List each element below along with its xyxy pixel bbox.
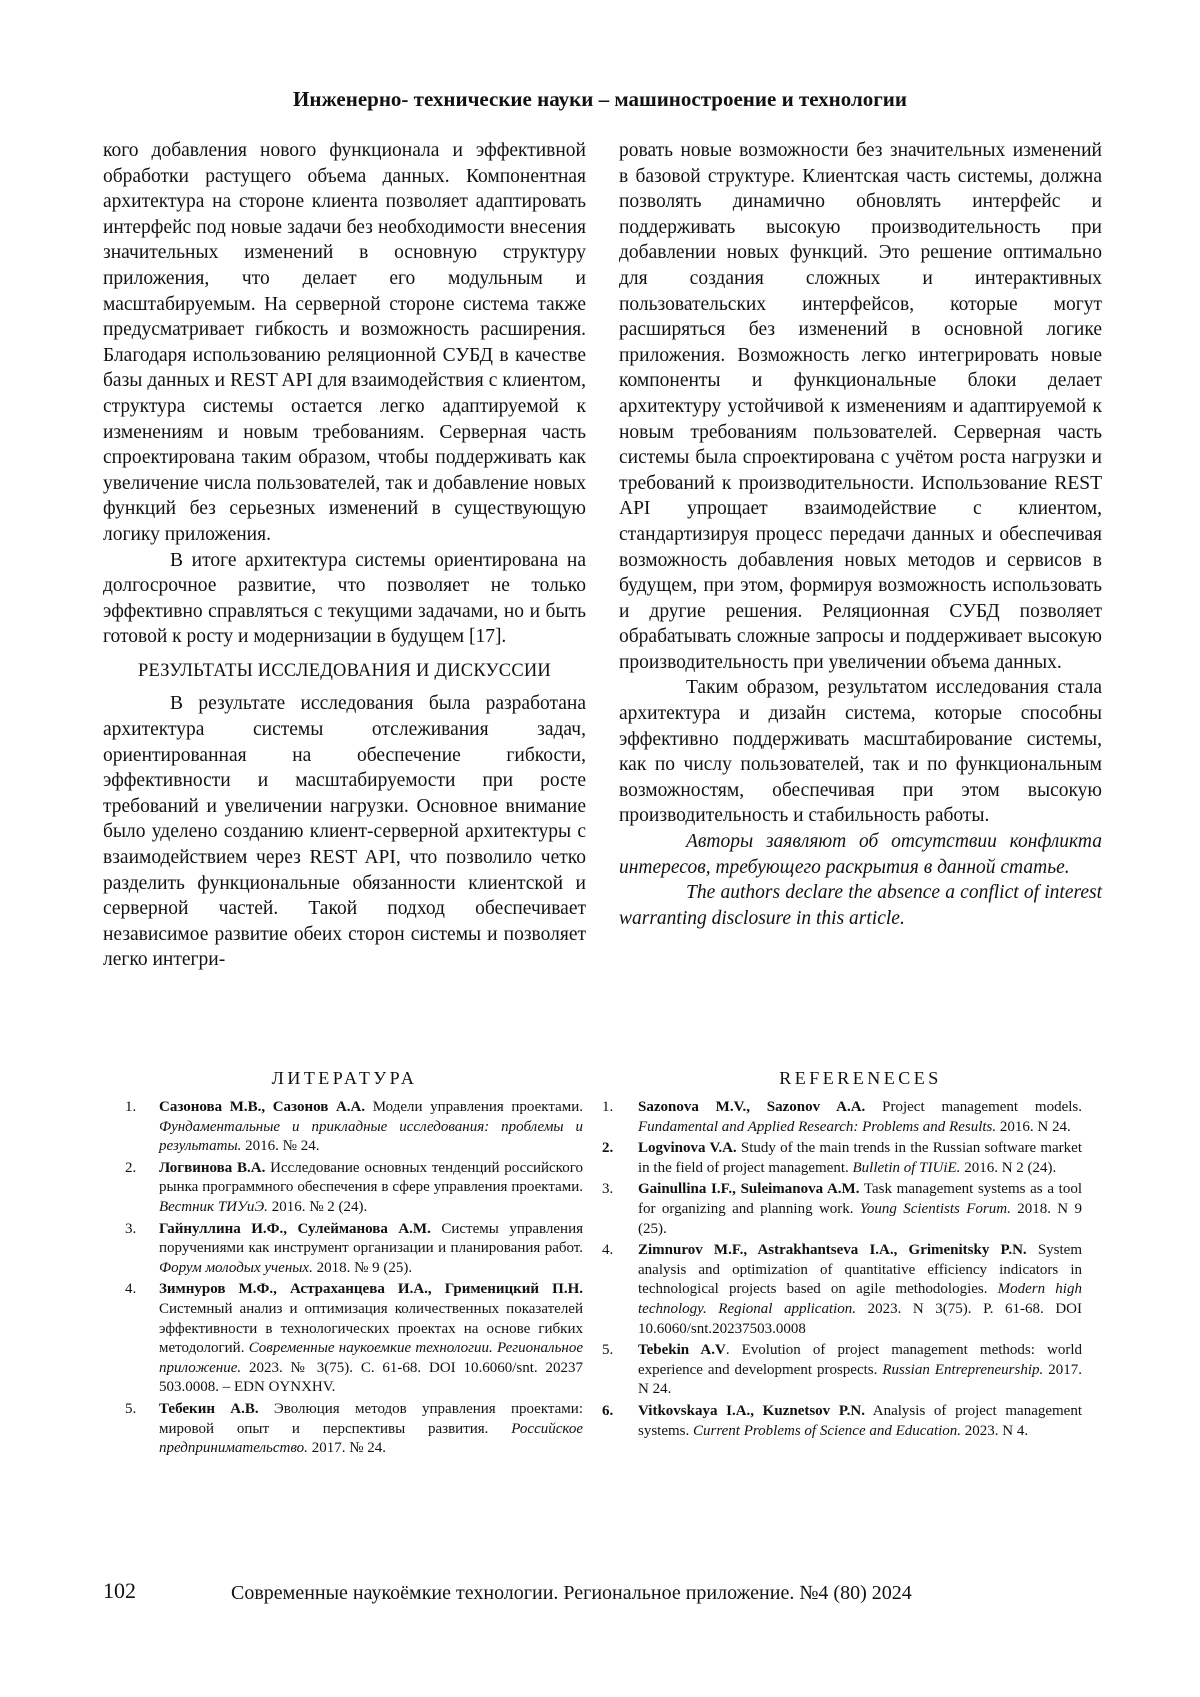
- reference-source: Fundamental and Applied Research: Problems and Results.: [638, 1118, 997, 1135]
- section-heading: РЕЗУЛЬТАТЫ ИССЛЕДОВАНИЯ И ДИСКУССИИ: [138, 660, 551, 681]
- left-column: [103, 138, 586, 973]
- reference-number: 3.: [602, 1181, 614, 1198]
- reference-authors: Logvinova V.A.: [638, 1140, 737, 1157]
- conflict-statement-en: The authors declare the absence a conflict of interest warranting disclosure in this article.: [619, 882, 1102, 929]
- references-ru-list: [103, 1098, 583, 1461]
- reference-number: 4.: [125, 1281, 137, 1298]
- reference-authors: Зимнуров М.Ф., Астраханцева И.А., Грименицкий П.Н.: [159, 1281, 583, 1298]
- reference-details: 2016. N 2 (24).: [960, 1159, 1057, 1176]
- reference-title: Analysis of project management systems.: [638, 1402, 1082, 1439]
- reference-authors: Vitkovskaya I.A., Kuznetsov P.N.: [638, 1402, 865, 1419]
- reference-authors: Сазонова М.В., Сазонов А.А.: [159, 1099, 366, 1115]
- reference-source: Young Scientists Forum.: [859, 1200, 1011, 1217]
- references-ru-heading: ЛИТЕРАТУРА: [271, 1068, 418, 1088]
- reference-item: [602, 1341, 1082, 1400]
- reference-source: Russian Entrepreneurship.: [882, 1361, 1044, 1378]
- reference-title: Project management models.: [865, 1099, 1082, 1115]
- reference-authors: Tebekin A.V: [638, 1342, 726, 1359]
- reference-authors: Gainullina I.F., Suleimanova A.M.: [638, 1181, 860, 1198]
- references-en-list: [602, 1098, 1082, 1443]
- reference-number: 4.: [602, 1242, 614, 1259]
- reference-details: 2017. N 24.: [638, 1361, 1082, 1398]
- body-paragraph: В результате исследования была разработана архитектура системы отслеживания задач, ориентированная на обеспечение гибкости, эффективности и масштабируемости при росте требований и увеличении нагрузки. Основное внимание было уделено созданию клиент-серверной архитектуры с взаимодействием через REST API, что позволило четко разделить функциональные обязанности клиентской и серверной частей. Такой подход обеспечивает независимое развитие обеих сторон системы и позволяет легко интегри-: [103, 693, 586, 971]
- body-paragraph: кого добавления нового функционала и эффективной обработки растущего объема данных. Компонентная архитектура на стороне клиента позволяет адаптировать интерфейс под новые задачи без необходимости внесения значительных изменений в основную структуру приложения, что делает его модульным и масштабируемым. На серверной стороне система также предусматривает гибкость и возможность расширения. Благодаря использованию реляционной СУБД в качестве базы данных и REST API для взаимодействия с клиентом, структура системы остается легко адаптируемой к изменениям и новым требованиям. Серверная часть спроектирована таким образом, чтобы поддерживать как увеличение числа пользователей, так и добавление новых функций без серьезных изменений в существующую логику приложения.: [103, 140, 586, 545]
- reference-item: [103, 1220, 583, 1279]
- reference-details: 2023. N 3(75). P. 61-68. DOI 10.6060/snt.20237503.0008: [638, 1300, 1082, 1337]
- reference-item: [602, 1402, 1082, 1441]
- reference-number: 3.: [125, 1220, 137, 1237]
- reference-number: 5.: [125, 1400, 137, 1417]
- reference-details: 2016. № 24.: [241, 1138, 320, 1155]
- journal-title: Современные наукоёмкие технологии. Региональное приложение. №4 (80) 2024: [231, 1582, 912, 1604]
- reference-authors: Sazonova M.V., Sazonov A.A.: [638, 1099, 866, 1115]
- right-column: [619, 138, 1102, 931]
- reference-source: Current Problems of Science and Education.: [693, 1422, 962, 1439]
- body-paragraph: В итоге архитектура системы ориентирована на долгосрочное развитие, что позволяет не только эффективно справляться с текущими задачами, но и быть готовой к росту и модернизации в будущем [17].: [103, 549, 586, 648]
- reference-item: [103, 1400, 583, 1459]
- reference-source: Bulletin of TIUiE.: [852, 1159, 961, 1176]
- reference-details: 2023. N 4.: [961, 1422, 1029, 1439]
- body-paragraph: Таким образом, результатом исследования стала архитектура и дизайн система, которые способны эффективно поддерживать масштабирование системы, как по числу пользователей, так и по функциональным возможностям, обеспечивая при этом высокую производительность и стабильность работы.: [619, 677, 1102, 827]
- reference-item: [103, 1159, 583, 1218]
- reference-number: 6.: [602, 1402, 614, 1419]
- reference-source: Вестник ТИУиЭ.: [159, 1198, 268, 1215]
- conflict-statement-ru: Авторы заявляют об отсутствии конфликта интересов, требующего раскрытия в данной статье.: [619, 831, 1102, 878]
- reference-number: 2.: [602, 1140, 614, 1157]
- running-header: Инженерно- технические науки – машиностроение и технологии: [293, 87, 907, 111]
- reference-authors: Гайнуллина И.Ф., Сулейманова А.М.: [159, 1220, 431, 1237]
- body-paragraph: ровать новые возможности без значительных изменений в базовой структуре. Клиентская часть системы, должна позволять динамично обновлять интерфейс и поддерживать высокую производительность при добавлении новых функций. Это решение оптимально для создания сложных и интерактивных пользовательских интерфейсов, которые могут расширяться без изменений в основной логике приложения. Возможность легко интегрировать новые компоненты и функциональные блоки делает архитектуру устойчивой к изменениям и адаптируемой к новым требованиям пользователей. Серверная часть системы была спроектирована с учётом роста нагрузки и требований к производительности. Использование REST API упрощает взаимодействие с клиентом, стандартизируя процесс передачи данных и обеспечивая возможность добавления новых методов и сервисов в будущем, при этом, формируя возможность использовать и другие решения. Реляционная СУБД позволяет обрабатывать сложные запросы и поддерживает высокую производительность при увеличении объема данных.: [619, 140, 1102, 673]
- reference-title: Эволюция методов управления проектами: мировой опыт и перспективы развития.: [159, 1400, 583, 1437]
- reference-authors: Логвинова В.А.: [159, 1159, 266, 1176]
- reference-source: Современные наукоемкие технологии. Региональное приложение.: [159, 1340, 584, 1376]
- reference-item: [602, 1098, 1082, 1137]
- reference-item: [103, 1280, 583, 1398]
- reference-details: 2017. № 24.: [307, 1440, 386, 1457]
- reference-source: Российское предпринимательство.: [159, 1420, 583, 1457]
- reference-title: Исследование основных тенденций российского рынка программного обеспечения в сфере управления проектами.: [159, 1159, 583, 1196]
- reference-title: Task management systems as a tool for organizing and planning work.: [638, 1181, 1082, 1217]
- reference-title: Системный анализ и оптимизация количественных показателей эффективности в технологических проектах на основе гибких методологий.: [159, 1300, 583, 1357]
- reference-title: Системы управления поручениями как инструмент организации и планирования работ.: [159, 1220, 583, 1257]
- reference-item: [602, 1139, 1082, 1178]
- reference-authors: Тебекин А.В.: [159, 1400, 259, 1417]
- references-en-heading: REFERENECES: [779, 1068, 942, 1088]
- reference-title: System analysis and optimization of quantitative efficiency indicators in technological projects based on agile methodologies.: [638, 1242, 1082, 1298]
- reference-authors: Zimnurov M.F., Astrakhantseva I.A., Grimenitsky P.N.: [638, 1242, 1027, 1259]
- reference-details: 2018. № 9 (25).: [312, 1259, 413, 1276]
- reference-item: [602, 1241, 1082, 1339]
- reference-item: [602, 1180, 1082, 1239]
- reference-source: Фундаментальные и прикладные исследования: проблемы и результаты.: [159, 1118, 583, 1155]
- reference-title: . Evolution of project management methods: world experience and development prospects.: [638, 1342, 1082, 1378]
- reference-item: [103, 1098, 583, 1157]
- reference-title: Модели управления проектами.: [365, 1099, 583, 1115]
- reference-source: Modern high technology. Regional application.: [638, 1281, 1082, 1317]
- reference-source: Форум молодых ученых.: [159, 1259, 313, 1276]
- reference-number: 1.: [125, 1099, 137, 1115]
- reference-number: 1.: [602, 1099, 614, 1115]
- reference-details: 2016. № 2 (24).: [267, 1198, 368, 1215]
- reference-details: 2018. N 9 (25).: [638, 1200, 1082, 1237]
- reference-number: 5.: [602, 1342, 614, 1359]
- reference-details: 2023. № 3(75). С. 61-68. DOI 10.6060/snt. 20237 503.0008. – EDN OYNXHV.: [159, 1359, 583, 1396]
- page-footer: [103, 1578, 1103, 1608]
- page-number: 102: [103, 1578, 136, 1603]
- reference-title: Study of the main trends in the Russian software market in the field of project management.: [638, 1140, 1082, 1176]
- reference-number: 2.: [125, 1159, 137, 1176]
- reference-details: 2016. N 24.: [996, 1118, 1071, 1135]
